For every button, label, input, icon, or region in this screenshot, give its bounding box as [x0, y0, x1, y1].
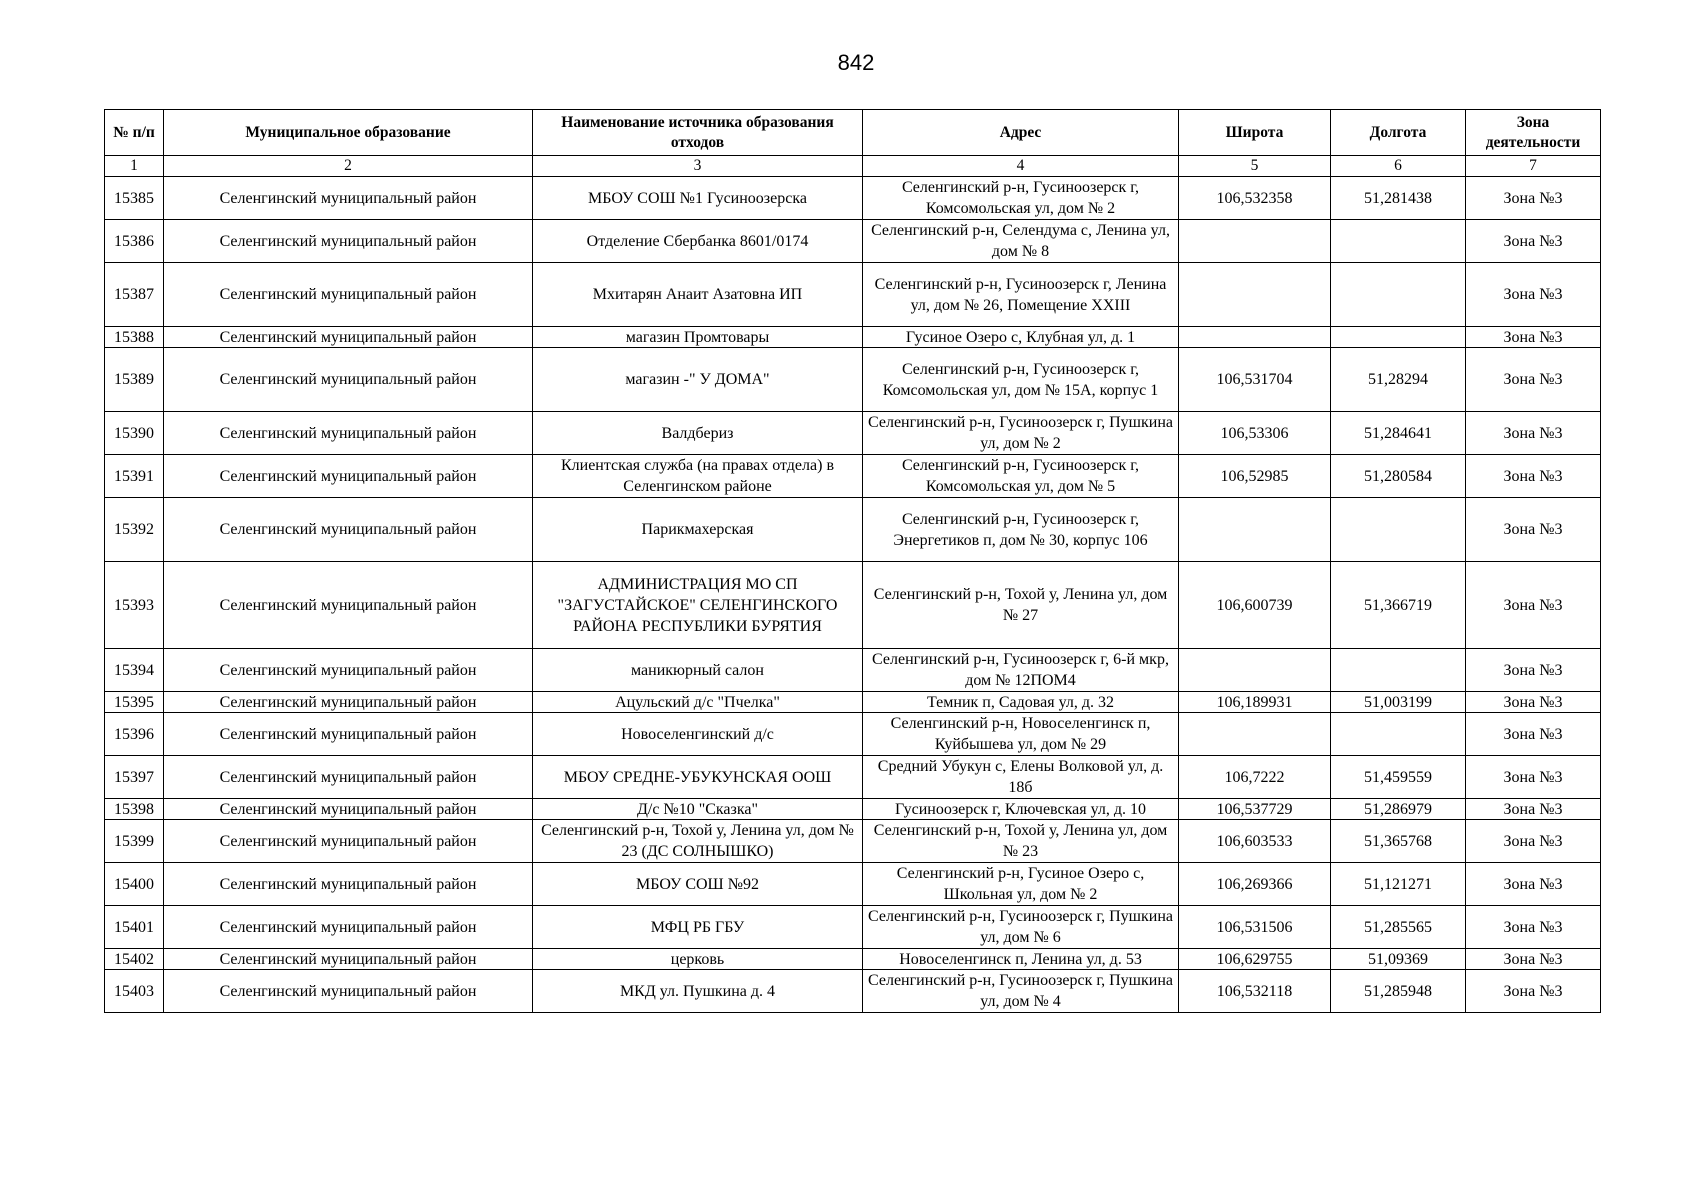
latitude-cell: 106,537729 — [1179, 799, 1331, 820]
municipality-cell: Селенгинский муниципальный район — [164, 713, 533, 756]
row-number-cell: 15393 — [105, 562, 164, 649]
table-row — [105, 498, 1601, 562]
source-name-cell: АДМИНИСТРАЦИЯ МО СП "ЗАГУСТАЙСКОЕ" СЕЛЕНГИНСКОГО РАЙОНА РЕСПУБЛИКИ БУРЯТИЯ — [533, 562, 863, 649]
row-number-cell: 15389 — [105, 348, 164, 412]
municipality-cell: Селенгинский муниципальный район — [164, 498, 533, 562]
municipality-cell: Селенгинский муниципальный район — [164, 820, 533, 863]
longitude-cell: 51,121271 — [1331, 863, 1466, 906]
table-row — [105, 412, 1601, 455]
row-number-cell: 15397 — [105, 756, 164, 799]
header-cell: Муниципальное образование — [164, 110, 533, 156]
longitude-cell — [1331, 649, 1466, 692]
table-row — [105, 799, 1601, 820]
table-row — [105, 177, 1601, 220]
row-number-cell: 15394 — [105, 649, 164, 692]
activity-zone-cell: Зона №3 — [1466, 412, 1601, 455]
latitude-cell: 106,52985 — [1179, 455, 1331, 498]
address-cell: Селенгинский р-н, Гусиное Озеро с, Школьная ул, дом № 2 — [863, 863, 1179, 906]
header-cell: Долгота — [1331, 110, 1466, 156]
row-number-cell: 15403 — [105, 970, 164, 1013]
municipality-cell: Селенгинский муниципальный район — [164, 906, 533, 949]
address-cell: Селенгинский р-н, Тохой у, Ленина ул, дом № 27 — [863, 562, 1179, 649]
table-row — [105, 820, 1601, 863]
address-cell: Селенгинский р-н, Гусиноозерск г, Пушкина ул, дом № 4 — [863, 970, 1179, 1013]
row-number-cell: 15396 — [105, 713, 164, 756]
latitude-cell: 106,531704 — [1179, 348, 1331, 412]
source-name-cell: МКД ул. Пушкина д. 4 — [533, 970, 863, 1013]
column-number: 4 — [863, 156, 1179, 177]
row-number-cell: 15385 — [105, 177, 164, 220]
activity-zone-cell: Зона №3 — [1466, 906, 1601, 949]
longitude-cell — [1331, 263, 1466, 327]
address-cell: Селенгинский р-н, Новоселенгинск п, Куйбышева ул, дом № 29 — [863, 713, 1179, 756]
source-name-cell: Д/с №10 "Сказка" — [533, 799, 863, 820]
municipality-cell: Селенгинский муниципальный район — [164, 220, 533, 263]
longitude-cell — [1331, 498, 1466, 562]
latitude-cell: 106,629755 — [1179, 949, 1331, 970]
row-number-cell: 15402 — [105, 949, 164, 970]
table-header-row — [105, 110, 1601, 156]
table-row — [105, 756, 1601, 799]
table-body — [105, 177, 1601, 1013]
source-name-cell: Селенгинский р-н, Тохой у, Ленина ул, дом № 23 (ДС СОЛНЫШКО) — [533, 820, 863, 863]
address-cell: Селенгинский р-н, Гусиноозерск г, Пушкина ул, дом № 6 — [863, 906, 1179, 949]
header-cell: Наименование источника образования отходов — [533, 110, 863, 156]
longitude-cell: 51,285948 — [1331, 970, 1466, 1013]
row-number-cell: 15399 — [105, 820, 164, 863]
address-cell: Новоселенгинск п, Ленина ул, д. 53 — [863, 949, 1179, 970]
table-row — [105, 562, 1601, 649]
activity-zone-cell: Зона №3 — [1466, 649, 1601, 692]
longitude-cell: 51,285565 — [1331, 906, 1466, 949]
row-number-cell: 15401 — [105, 906, 164, 949]
address-cell: Селенгинский р-н, Гусиноозерск г, 6-й мкр, дом № 12ПОМ4 — [863, 649, 1179, 692]
longitude-cell: 51,003199 — [1331, 692, 1466, 713]
source-name-cell: Клиентская служба (на правах отдела) в Селенгинском районе — [533, 455, 863, 498]
municipality-cell: Селенгинский муниципальный район — [164, 649, 533, 692]
row-number-cell: 15390 — [105, 412, 164, 455]
activity-zone-cell: Зона №3 — [1466, 263, 1601, 327]
source-name-cell: МБОУ СОШ №92 — [533, 863, 863, 906]
source-name-cell: Валдбериз — [533, 412, 863, 455]
table-row — [105, 713, 1601, 756]
longitude-cell: 51,459559 — [1331, 756, 1466, 799]
column-number-row — [105, 156, 1601, 177]
table-row — [105, 327, 1601, 348]
header-cell: № п/п — [105, 110, 164, 156]
activity-zone-cell: Зона №3 — [1466, 949, 1601, 970]
row-number-cell: 15392 — [105, 498, 164, 562]
municipality-cell: Селенгинский муниципальный район — [164, 949, 533, 970]
address-cell: Селенгинский р-н, Гусиноозерск г, Энергетиков п, дом № 30, корпус 106 — [863, 498, 1179, 562]
longitude-cell: 51,286979 — [1331, 799, 1466, 820]
municipality-cell: Селенгинский муниципальный район — [164, 455, 533, 498]
municipality-cell: Селенгинский муниципальный район — [164, 327, 533, 348]
activity-zone-cell: Зона №3 — [1466, 498, 1601, 562]
latitude-cell: 106,7222 — [1179, 756, 1331, 799]
longitude-cell — [1331, 327, 1466, 348]
waste-sources-table — [104, 109, 1601, 1013]
table-row — [105, 649, 1601, 692]
latitude-cell — [1179, 263, 1331, 327]
longitude-cell — [1331, 713, 1466, 756]
activity-zone-cell: Зона №3 — [1466, 756, 1601, 799]
latitude-cell — [1179, 713, 1331, 756]
latitude-cell: 106,603533 — [1179, 820, 1331, 863]
activity-zone-cell: Зона №3 — [1466, 799, 1601, 820]
municipality-cell: Селенгинский муниципальный район — [164, 756, 533, 799]
address-cell: Селенгинский р-н, Гусиноозерск г, Ленина ул, дом № 26, Помещение XXIII — [863, 263, 1179, 327]
column-number: 7 — [1466, 156, 1601, 177]
latitude-cell — [1179, 327, 1331, 348]
activity-zone-cell: Зона №3 — [1466, 713, 1601, 756]
latitude-cell — [1179, 498, 1331, 562]
source-name-cell: Новоселенгинский д/с — [533, 713, 863, 756]
activity-zone-cell: Зона №3 — [1466, 455, 1601, 498]
activity-zone-cell: Зона №3 — [1466, 348, 1601, 412]
municipality-cell: Селенгинский муниципальный район — [164, 177, 533, 220]
activity-zone-cell: Зона №3 — [1466, 327, 1601, 348]
column-number: 2 — [164, 156, 533, 177]
longitude-cell: 51,365768 — [1331, 820, 1466, 863]
source-name-cell: Мхитарян Анаит Азатовна ИП — [533, 263, 863, 327]
column-number: 1 — [105, 156, 164, 177]
source-name-cell: Парикмахерская — [533, 498, 863, 562]
address-cell: Селенгинский р-н, Селендума с, Ленина ул, дом № 8 — [863, 220, 1179, 263]
address-cell: Селенгинский р-н, Тохой у, Ленина ул, дом № 23 — [863, 820, 1179, 863]
latitude-cell: 106,269366 — [1179, 863, 1331, 906]
longitude-cell: 51,280584 — [1331, 455, 1466, 498]
source-name-cell: МБОУ СРЕДНЕ-УБУКУНСКАЯ ООШ — [533, 756, 863, 799]
address-cell: Селенгинский р-н, Гусиноозерск г, Комсомольская ул, дом № 15А, корпус 1 — [863, 348, 1179, 412]
table-row — [105, 220, 1601, 263]
table-row — [105, 348, 1601, 412]
longitude-cell: 51,284641 — [1331, 412, 1466, 455]
activity-zone-cell: Зона №3 — [1466, 970, 1601, 1013]
municipality-cell: Селенгинский муниципальный район — [164, 263, 533, 327]
source-name-cell: церковь — [533, 949, 863, 970]
row-number-cell: 15386 — [105, 220, 164, 263]
activity-zone-cell: Зона №3 — [1466, 863, 1601, 906]
source-name-cell: Отделение Сбербанка 8601/0174 — [533, 220, 863, 263]
latitude-cell: 106,532118 — [1179, 970, 1331, 1013]
municipality-cell: Селенгинский муниципальный район — [164, 692, 533, 713]
longitude-cell: 51,28294 — [1331, 348, 1466, 412]
latitude-cell — [1179, 649, 1331, 692]
source-name-cell: магазин Промтовары — [533, 327, 863, 348]
longitude-cell: 51,281438 — [1331, 177, 1466, 220]
row-number-cell: 15391 — [105, 455, 164, 498]
row-number-cell: 15400 — [105, 863, 164, 906]
row-number-cell: 15388 — [105, 327, 164, 348]
address-cell: Гусиное Озеро с, Клубная ул, д. 1 — [863, 327, 1179, 348]
latitude-cell: 106,53306 — [1179, 412, 1331, 455]
latitude-cell: 106,531506 — [1179, 906, 1331, 949]
header-cell: Адрес — [863, 110, 1179, 156]
source-name-cell: МБОУ СОШ №1 Гусиноозерска — [533, 177, 863, 220]
activity-zone-cell: Зона №3 — [1466, 177, 1601, 220]
page-number: 842 — [837, 50, 875, 75]
column-number: 3 — [533, 156, 863, 177]
address-cell: Средний Убукун с, Елены Волковой ул, д. 18б — [863, 756, 1179, 799]
municipality-cell: Селенгинский муниципальный район — [164, 970, 533, 1013]
latitude-cell: 106,189931 — [1179, 692, 1331, 713]
address-cell: Селенгинский р-н, Гусиноозерск г, Комсомольская ул, дом № 5 — [863, 455, 1179, 498]
column-number: 6 — [1331, 156, 1466, 177]
row-number-cell: 15395 — [105, 692, 164, 713]
source-name-cell: Ацульский д/с "Пчелка" — [533, 692, 863, 713]
address-cell: Селенгинский р-н, Гусиноозерск г, Комсомольская ул, дом № 2 — [863, 177, 1179, 220]
latitude-cell: 106,532358 — [1179, 177, 1331, 220]
municipality-cell: Селенгинский муниципальный район — [164, 799, 533, 820]
table-row — [105, 263, 1601, 327]
activity-zone-cell: Зона №3 — [1466, 692, 1601, 713]
table-row — [105, 970, 1601, 1013]
activity-zone-cell: Зона №3 — [1466, 220, 1601, 263]
table-row — [105, 455, 1601, 498]
municipality-cell: Селенгинский муниципальный район — [164, 562, 533, 649]
header-cell: Широта — [1179, 110, 1331, 156]
header-cell: Зона деятельности — [1466, 110, 1601, 156]
source-name-cell: магазин -" У ДОМА" — [533, 348, 863, 412]
longitude-cell: 51,09369 — [1331, 949, 1466, 970]
address-cell: Гусиноозерск г, Ключевская ул, д. 10 — [863, 799, 1179, 820]
activity-zone-cell: Зона №3 — [1466, 562, 1601, 649]
table-row — [105, 863, 1601, 906]
row-number-cell: 15387 — [105, 263, 164, 327]
activity-zone-cell: Зона №3 — [1466, 820, 1601, 863]
latitude-cell — [1179, 220, 1331, 263]
table-row — [105, 906, 1601, 949]
column-number: 5 — [1179, 156, 1331, 177]
row-number-cell: 15398 — [105, 799, 164, 820]
source-name-cell: МФЦ РБ ГБУ — [533, 906, 863, 949]
table-row — [105, 692, 1601, 713]
municipality-cell: Селенгинский муниципальный район — [164, 348, 533, 412]
latitude-cell: 106,600739 — [1179, 562, 1331, 649]
municipality-cell: Селенгинский муниципальный район — [164, 863, 533, 906]
address-cell: Селенгинский р-н, Гусиноозерск г, Пушкина ул, дом № 2 — [863, 412, 1179, 455]
municipality-cell: Селенгинский муниципальный район — [164, 412, 533, 455]
address-cell: Темник п, Садовая ул, д. 32 — [863, 692, 1179, 713]
longitude-cell: 51,366719 — [1331, 562, 1466, 649]
longitude-cell — [1331, 220, 1466, 263]
table-row — [105, 949, 1601, 970]
source-name-cell: маникюрный салон — [533, 649, 863, 692]
